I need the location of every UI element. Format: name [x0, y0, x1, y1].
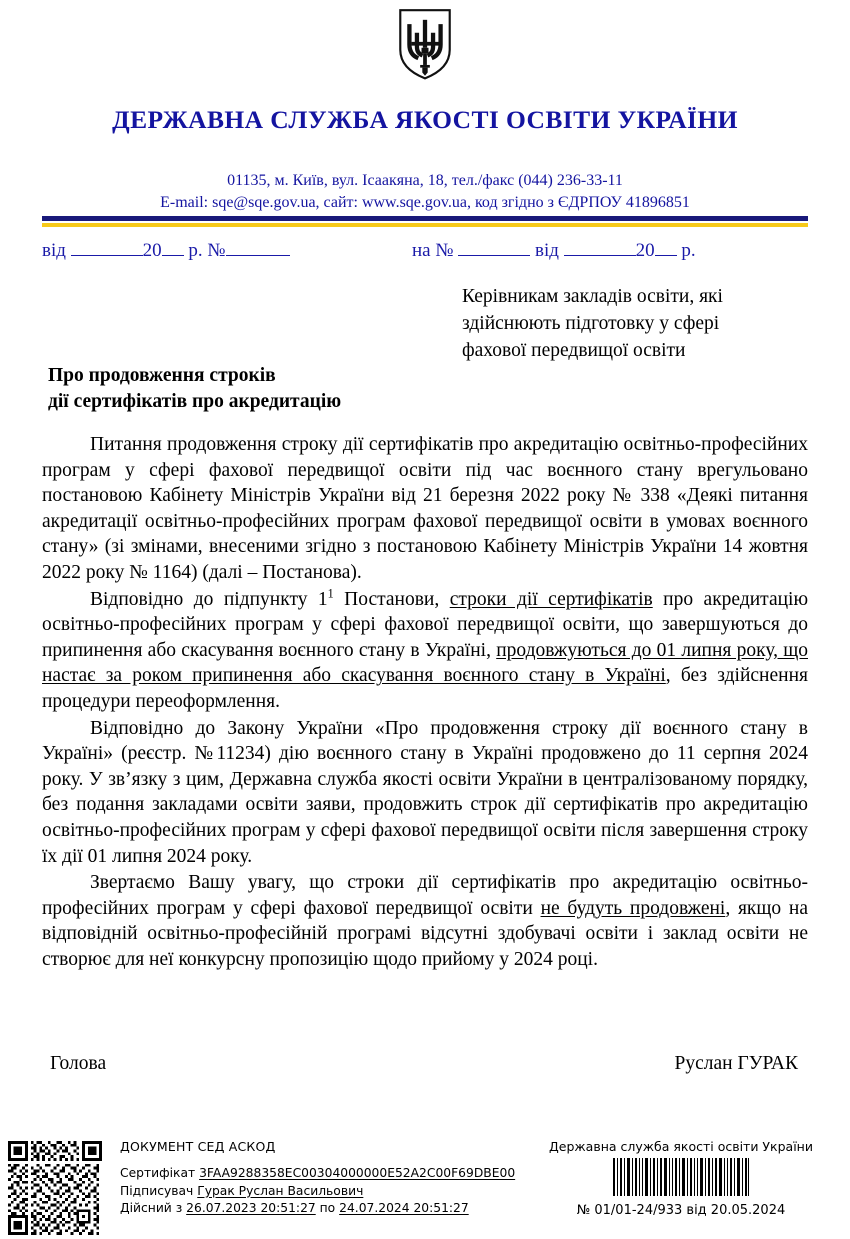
- outgoing-year-suffix-label: р.: [188, 240, 203, 261]
- contact-email-line: E-mail: sqe@sqe.gov.ua, сайт: www.sqe.gov.ua, код згідно з ЄДРПОУ 41896851: [160, 194, 690, 211]
- incoming-year-blank[interactable]: [655, 240, 677, 256]
- barcode: [612, 1158, 750, 1196]
- askod-certificate-value: 3FAA9288358EC00304000000E52A2C00F69DBE00: [199, 1166, 516, 1180]
- contact-address-line: 01135, м. Київ, вул. Ісаакяна, 18, тел./факс (044) 236-33-11: [227, 172, 623, 189]
- p2-text-d: , без здійснення процедури переоформлення.: [42, 665, 808, 712]
- askod-validity-row: [120, 1200, 508, 1218]
- askod-certificate-row: [120, 1165, 516, 1183]
- askod-valid-from: 26.07.2023 20:51:27: [186, 1201, 316, 1215]
- registration-barcode-block: [520, 1139, 842, 1218]
- incoming-reference: [412, 240, 696, 262]
- askod-valid-label: Дійсний з: [120, 1201, 183, 1215]
- signature-block: [42, 1053, 808, 1079]
- contact-info: [0, 170, 850, 214]
- reference-line: [42, 240, 808, 266]
- p2-underlined-2: продовжуються до 01 липня року, що настає за роком припинення або скасування воєнного стану в Україні: [42, 639, 808, 687]
- incoming-date-blank[interactable]: [564, 240, 636, 256]
- divider-gold-bar: [42, 223, 808, 227]
- outgoing-from-label: від: [42, 240, 66, 261]
- signer-name: Руслан ГУРАК: [674, 1053, 798, 1074]
- askod-valid-mid-label: по: [319, 1201, 336, 1215]
- incoming-number-blank[interactable]: [458, 240, 530, 256]
- document-registration-number: № 01/01-24/933 від 20.05.2024: [576, 1203, 786, 1218]
- askod-signer-value: Гурак Руслан Васильович: [197, 1183, 364, 1198]
- addressee-line-2: здійснюють підготовку у сфері: [462, 313, 720, 334]
- askod-text-lines: [120, 1139, 516, 1218]
- outgoing-number-label: №: [207, 240, 226, 261]
- askod-signer-label: Підписувач: [120, 1183, 194, 1198]
- emblem-container: [0, 8, 850, 85]
- outgoing-date-blank[interactable]: [71, 240, 143, 256]
- header-divider: [42, 216, 808, 227]
- outgoing-year-blank[interactable]: [162, 240, 184, 256]
- addressee-line-3: фахової передвищої освіти: [462, 340, 686, 361]
- askod-certificate-label: Сертифікат: [120, 1166, 196, 1180]
- body-paragraph-1: Питання продовження строку дії сертифікатів про акредитацію освітньо-професійних програм у сфері фахової передвищої освіти під час воєнного стану врегульовано постановою Кабінету Міністрів України від 21 березня 2022 року № 338 «Деякі питання акредитації освітньо-професійних програм фахової передвищої освіти в умовах воєнного стану» (зі змінами, внесеними згідно з постановою Кабінету Міністрів України 14 жовтня 2022 року № 1164) (далі – Постанова).: [42, 434, 808, 583]
- p2-text-b: Постанови,: [333, 588, 450, 610]
- subject-line-2: дії сертифікатів про акредитацію: [48, 391, 342, 412]
- body-paragraph-4: [42, 870, 808, 972]
- incoming-year-suffix-label: р.: [681, 240, 696, 261]
- incoming-from-label: від: [534, 240, 559, 261]
- outgoing-number-blank[interactable]: [226, 240, 290, 256]
- qr-code: [8, 1141, 102, 1235]
- p2-underlined-1: строки дії сертифікатів: [449, 588, 653, 610]
- p4-underlined-1: не будуть продовжені: [540, 897, 726, 919]
- addressee-line-1: Керівникам закладів освіти, які: [462, 286, 723, 307]
- outgoing-reference: [42, 240, 290, 262]
- subject-line-1: Про продовження строків: [48, 365, 276, 386]
- subject-block: [48, 363, 468, 415]
- askod-signer-row: [120, 1183, 508, 1201]
- ukrainian-trident-emblem: [398, 8, 452, 80]
- p4-text-a: Звертаємо Вашу увагу, що строки дії сертифікатів про акредитацію освітньо-професійних програм у сфері фахової передвищої освіти: [42, 872, 808, 919]
- addressee-block: [462, 283, 808, 364]
- askod-title: ДОКУМЕНТ СЕД АСКОД: [120, 1139, 276, 1154]
- signer-position: Голова: [50, 1053, 107, 1074]
- organization-title: ДЕРЖАВНА СЛУЖБА ЯКОСТІ ОСВІТИ УКРАЇНИ: [112, 105, 738, 134]
- askod-valid-to: 24.07.2024 20:51:27: [339, 1201, 469, 1215]
- p4-text-b: , якщо на відповідній освітньо-професійній програмі відсутні здобувачі освіти і заклад освіти не створює для неї конкурсну пропозицію щодо прийому у 2024 році.: [42, 897, 808, 970]
- body-paragraph-2: [42, 587, 808, 715]
- askod-signature-stamp: [8, 1139, 516, 1235]
- incoming-number-label: на №: [412, 240, 454, 261]
- p2-superscript: 1: [327, 586, 334, 601]
- body-paragraph-3: Відповідно до Закону України «Про продовження строку дії воєнного стану в Україні» (реєстр. №11234) дію воєнного стану в Україні продовжено до 11 серпня 2024 року. У зв’язку з цим, Державна служба якості освіти України в централізованому порядку, без подання закладами освіти заяви, продовжить строк дії сертифікатів про акредитацію освітньо-професійних програм у сфері фахової передвищої освіти після завершення строку їх дії 01 липня 2024 року.: [42, 717, 808, 867]
- p2-text-a: Відповідно до підпункту 1: [90, 588, 328, 610]
- letter-body: [42, 432, 808, 972]
- outgoing-year-prefix: 20: [142, 240, 162, 261]
- incoming-year-prefix: 20: [635, 240, 655, 261]
- barcode-organization-label: Державна служба якості освіти України: [549, 1139, 813, 1154]
- p2-text-c: про акредитацію освітньо-професійних програм у сфері фахової передвищої освіти, що завершуються до припинення або скасування воєнного стану в Україні,: [42, 588, 809, 661]
